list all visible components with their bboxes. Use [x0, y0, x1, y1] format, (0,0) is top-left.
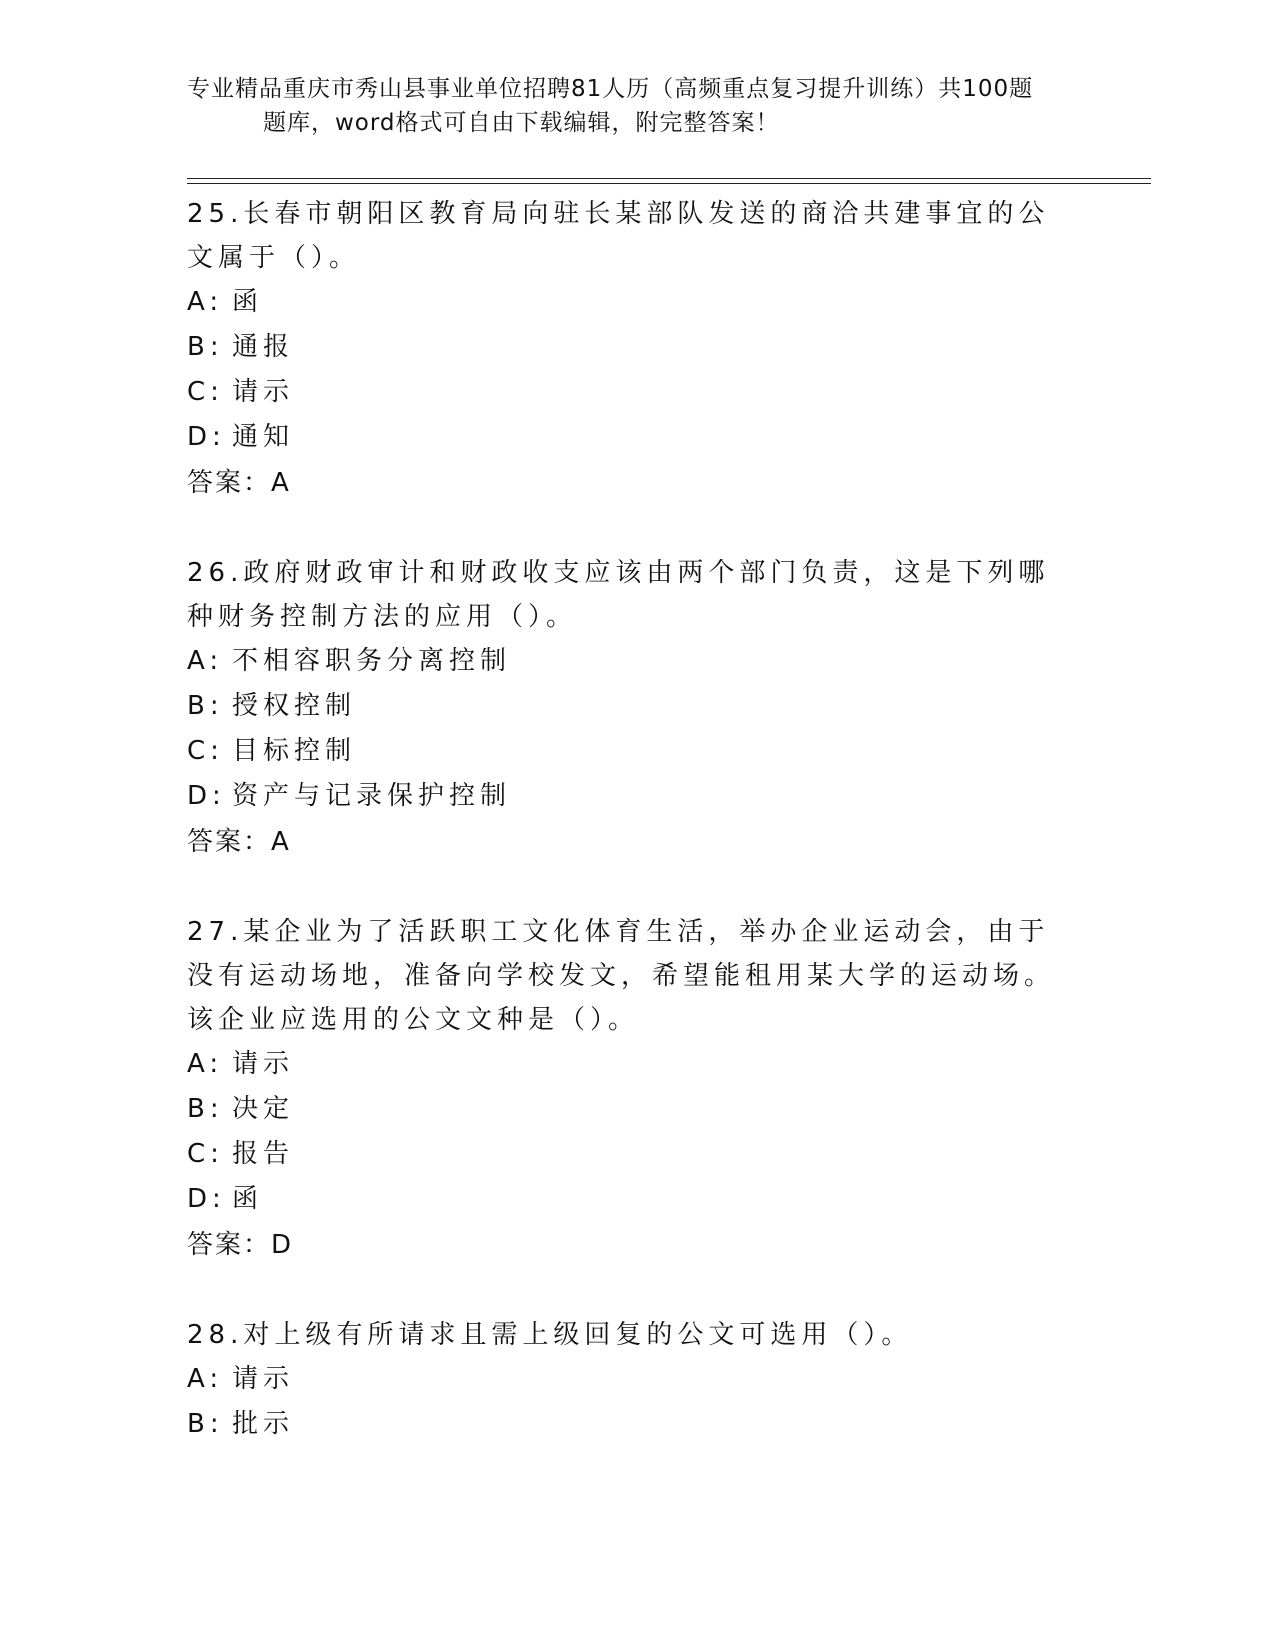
option-key: B: [187, 332, 224, 362]
header-title-line-1: 专业精品重庆市秀山县事业单位招聘81人历（高频重点复习提升训练）共100题 [187, 76, 1034, 102]
option-key: A: [187, 646, 224, 676]
option-d [187, 1177, 1077, 1222]
question-stem: 27.某企业为了活跃职工文化体育生活，举办企业运动会，由于没有运动场地，准备向学校发文，希望能租用某大学的运动场。该企业应选用的公文文种是（）。 [187, 917, 1056, 1035]
question-stem: 28.对上级有所请求且需上级回复的公文可选用（）。 [187, 1320, 913, 1350]
option-key: B: [187, 1409, 224, 1439]
option-key: D: [187, 1184, 226, 1214]
option-text: 请示 [232, 1049, 295, 1079]
question-25 [187, 192, 1077, 506]
option-key: C: [187, 1139, 224, 1169]
option-a [187, 280, 1077, 325]
option-text: 资产与记录保护控制 [232, 781, 512, 811]
option-c [187, 370, 1077, 415]
option-b [187, 1087, 1077, 1132]
question-27 [187, 910, 1077, 1268]
option-key: B: [187, 691, 224, 721]
option-key: C: [187, 736, 224, 766]
option-text: 请示 [232, 1364, 295, 1394]
document-header [187, 72, 1067, 140]
option-c [187, 1132, 1077, 1177]
header-rule-top [187, 178, 1151, 179]
answer: 答案：A [187, 827, 291, 857]
option-key: D: [187, 781, 226, 811]
option-text: 批示 [232, 1409, 295, 1439]
header-rule-bottom [187, 183, 1151, 184]
answer: 答案：A [187, 468, 291, 498]
option-b [187, 684, 1077, 729]
option-text: 通知 [232, 422, 295, 452]
question-list [187, 192, 1077, 1492]
option-d [187, 415, 1077, 460]
option-key: B: [187, 1094, 224, 1124]
header-title-line-2: 题库，word格式可自由下载编辑，附完整答案！ [263, 110, 780, 136]
option-text: 不相容职务分离控制 [232, 646, 512, 676]
option-text: 函 [232, 287, 264, 317]
option-key: C: [187, 377, 224, 407]
question-stem: 25.长春市朝阳区教育局向驻长某部队发送的商洽共建事宜的公文属于（）。 [187, 199, 1050, 273]
option-text: 授权控制 [232, 691, 357, 721]
option-c [187, 729, 1077, 774]
option-text: 报告 [232, 1139, 295, 1169]
option-key: A: [187, 1049, 224, 1079]
question-26 [187, 551, 1077, 865]
option-text: 通报 [232, 332, 295, 362]
question-stem: 26.政府财政审计和财政收支应该由两个部门负责，这是下列哪种财务控制方法的应用（）。 [187, 558, 1050, 632]
option-text: 决定 [232, 1094, 295, 1124]
option-key: A: [187, 287, 224, 317]
option-b [187, 1402, 1077, 1447]
option-d [187, 774, 1077, 819]
option-a [187, 1042, 1077, 1087]
option-b [187, 325, 1077, 370]
option-text: 请示 [232, 377, 295, 407]
question-28 [187, 1313, 1077, 1447]
option-a [187, 1357, 1077, 1402]
option-text: 目标控制 [232, 736, 357, 766]
option-key: A: [187, 1364, 224, 1394]
option-key: D: [187, 422, 226, 452]
option-text: 函 [232, 1184, 264, 1214]
option-a [187, 639, 1077, 684]
answer: 答案：D [187, 1230, 294, 1260]
